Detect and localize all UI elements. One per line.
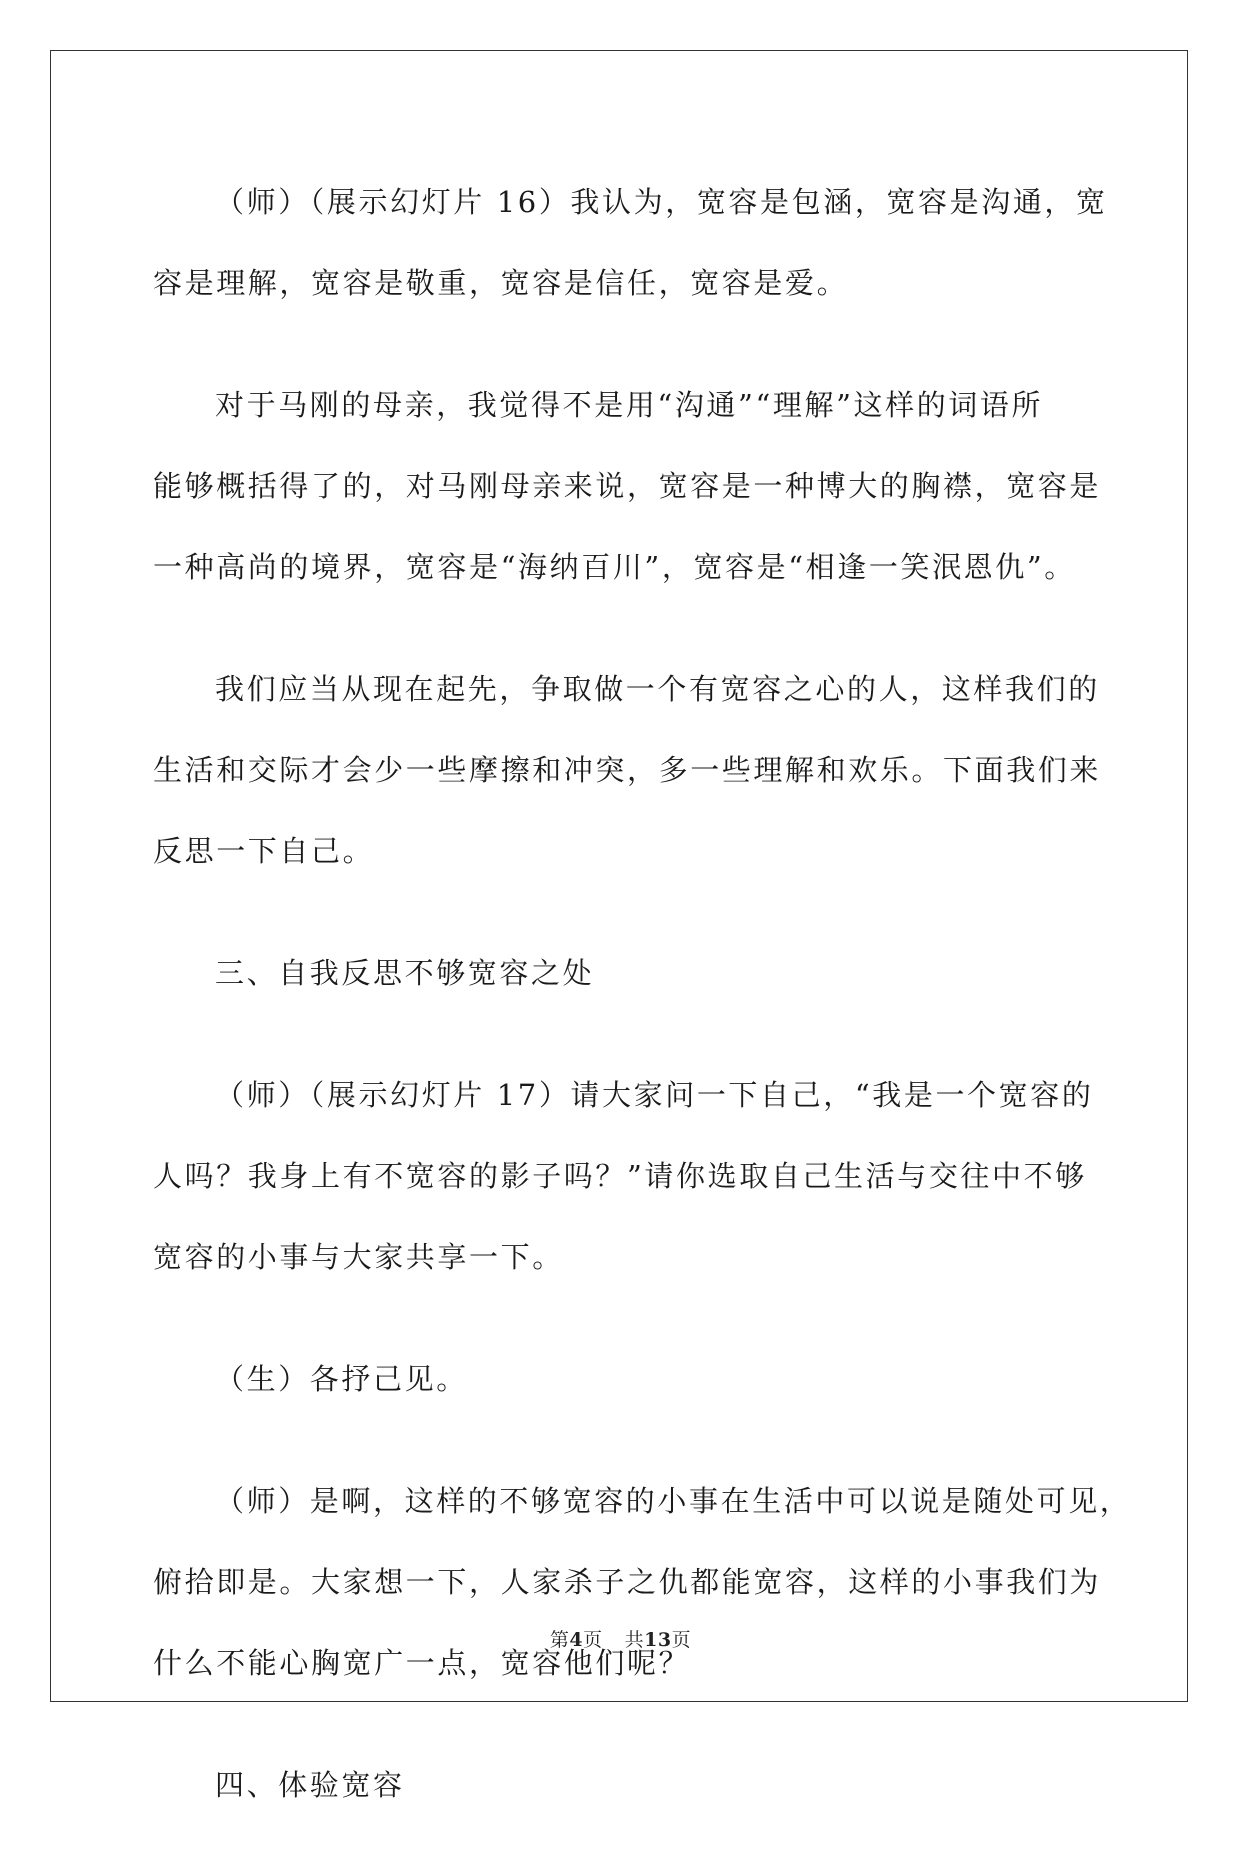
page-footer <box>0 1625 1241 1652</box>
text-line: （师）是啊，这样的不够宽容的小事在生活中可以说是随处可见， <box>215 1484 1132 1518</box>
text-line: 宽容的小事与大家共享一下。 <box>153 1240 564 1274</box>
text-line: 能够概括得了的，对马刚母亲来说，宽容是一种博大的胸襟，宽容是 <box>153 469 1102 503</box>
section-heading-4 <box>153 1745 1088 1826</box>
footer-total-prefix: 共 <box>624 1629 645 1651</box>
text-line: 俯拾即是。大家想一下，人家杀子之仇都能宽容，这样的小事我们为 <box>153 1565 1102 1599</box>
document-body <box>153 162 1132 1867</box>
paragraph-mother <box>153 365 1102 608</box>
text-line: 我们应当从现在起先，争取做一个有宽容之心的人，这样我们的 <box>215 672 1100 706</box>
section-heading: 四、体验宽容 <box>215 1768 405 1802</box>
paragraph-tolerant-heart <box>153 649 1102 892</box>
text-line: （师）（展示幻灯片 17）请大家问一下自己，“我是一个宽容的 <box>215 1078 1094 1112</box>
text-line: 一种高尚的境界，宽容是“海纳百川”，宽容是“相逢一笑泯恩仇”。 <box>153 550 1076 584</box>
text-line: （师）（展示幻灯片 16）我认为，宽容是包涵，宽容是沟通，宽 <box>215 185 1108 219</box>
text-line: （生）各抒己见。 <box>215 1362 468 1396</box>
current-page-number: 4 <box>569 1629 584 1651</box>
text-line: 人吗？我身上有不宽容的影子吗？”请你选取自己生活与交往中不够 <box>153 1159 1087 1193</box>
text-line: 反思一下自己。 <box>153 834 375 868</box>
paragraph-slide-16 <box>153 162 1108 324</box>
total-page-count: 13 <box>644 1629 672 1651</box>
section-heading: 三、自我反思不够宽容之处 <box>215 956 595 990</box>
text-line: 容是理解，宽容是敬重，宽容是信任，宽容是爱。 <box>153 266 849 300</box>
paragraph-teacher-reply <box>153 1461 1132 1704</box>
text-line: 生活和交际才会少一些摩擦和冲突，多一些理解和欢乐。下面我们来 <box>153 753 1102 787</box>
text-line: 对于马刚的母亲，我觉得不是用“沟通”“理解”这样的词语所 <box>215 388 1044 422</box>
footer-total-suffix: 页 <box>671 1629 692 1651</box>
footer-prefix: 第 <box>549 1629 570 1651</box>
footer-page-word: 页 <box>583 1629 603 1651</box>
paragraph-students <box>153 1339 1088 1420</box>
section-heading-3 <box>153 933 1088 1014</box>
text-line: 什么不能心胸宽广一点，宽容他们呢？ <box>153 1646 691 1680</box>
paragraph-slide-17 <box>153 1055 1094 1298</box>
